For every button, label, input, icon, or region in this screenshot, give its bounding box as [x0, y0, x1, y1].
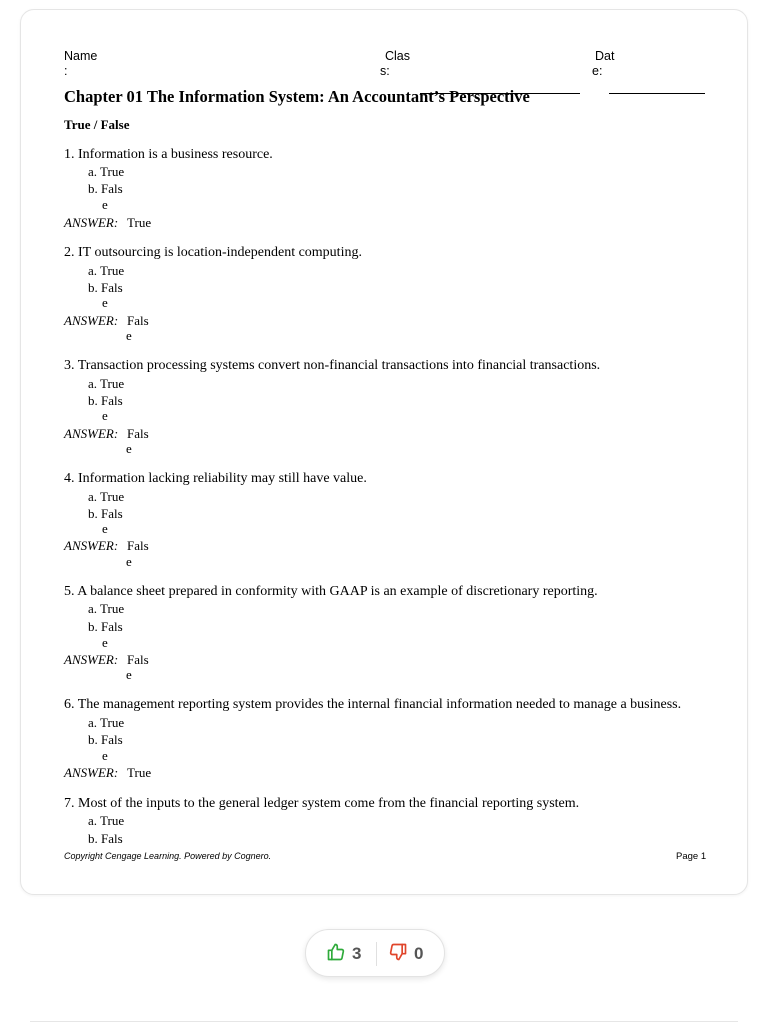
class-label-suffix: s:	[380, 64, 390, 78]
option-b: b. Fals	[88, 393, 123, 408]
date-underline	[609, 93, 705, 94]
answer-value-wrap: e	[126, 667, 132, 682]
question-text: 1. Information is a business resource.	[64, 147, 273, 162]
answer-label: ANSWER:	[64, 426, 119, 441]
option-b-wrap: e	[102, 408, 108, 423]
answer-value-wrap: e	[126, 328, 132, 343]
option-b: b. Fals	[88, 732, 123, 747]
option-a: a. True	[88, 263, 125, 278]
option-b: b. Fals	[88, 280, 123, 295]
option-a: a. True	[88, 164, 125, 179]
question-text: 3. Transaction processing systems convert non-financial transactions into financial transactions.	[64, 358, 601, 373]
answer-label: ANSWER:	[64, 215, 119, 230]
answer-value-wrap: e	[126, 441, 132, 456]
section-heading: True / False	[64, 117, 130, 132]
name-label: Name	[64, 49, 98, 63]
answer-value: True	[127, 765, 152, 780]
option-b-wrap: e	[102, 748, 108, 763]
class-label: Clas	[385, 49, 411, 63]
question-text: 7. Most of the inputs to the general ledger system come from the financial reporting system.	[64, 796, 580, 811]
answer-label: ANSWER:	[64, 538, 119, 553]
answer-label: ANSWER:	[64, 313, 119, 328]
option-a: a. True	[88, 601, 125, 616]
option-b-wrap: e	[102, 197, 108, 212]
downvote-button[interactable]	[388, 930, 423, 978]
answer-value-wrap: e	[126, 554, 132, 569]
upvote-count: 3	[352, 944, 362, 963]
divider	[30, 1021, 738, 1022]
question-text: 6. The management reporting system provides the internal financial information needed to manage a business.	[64, 697, 682, 712]
answer-value: Fals	[127, 538, 149, 553]
option-b: b. Fals	[88, 181, 123, 196]
answer-value: Fals	[127, 313, 149, 328]
option-b: b. Fals	[88, 506, 123, 521]
question-text: 5. A balance sheet prepared in conformity with GAAP is an example of discretionary reporting.	[64, 584, 598, 599]
option-b: b. Fals	[88, 619, 123, 634]
thumbs-down-icon	[388, 942, 408, 967]
answer-label: ANSWER:	[64, 652, 119, 667]
option-a: a. True	[88, 813, 125, 828]
option-a: a. True	[88, 715, 125, 730]
option-a: a. True	[88, 376, 125, 391]
question-text: 2. IT outsourcing is location-independent computing.	[64, 245, 362, 260]
chapter-title: Chapter 01 The Information System: An Accountant’s Perspective	[64, 87, 530, 106]
question-text: 4. Information lacking reliability may still have value.	[64, 471, 367, 486]
option-b-wrap: e	[102, 521, 108, 536]
copyright-notice: Copyright Cengage Learning. Powered by Cognero.	[64, 851, 272, 861]
answer-label: ANSWER:	[64, 765, 119, 780]
thumbs-up-icon	[326, 942, 346, 967]
option-a: a. True	[88, 489, 125, 504]
date-label-suffix: e:	[592, 64, 603, 78]
date-label: Dat	[595, 49, 615, 63]
answer-value: Fals	[127, 426, 149, 441]
option-b-wrap: e	[102, 635, 108, 650]
name-colon: :	[64, 64, 68, 78]
upvote-button[interactable]	[326, 930, 361, 978]
vote-widget	[305, 929, 445, 977]
downvote-count: 0	[414, 944, 424, 963]
answer-value: Fals	[127, 652, 149, 667]
option-b-wrap: e	[102, 295, 108, 310]
vote-divider	[376, 942, 377, 966]
option-b: b. Fals	[88, 831, 123, 846]
answer-value: True	[127, 215, 152, 230]
page-number: Page 1	[676, 851, 707, 862]
